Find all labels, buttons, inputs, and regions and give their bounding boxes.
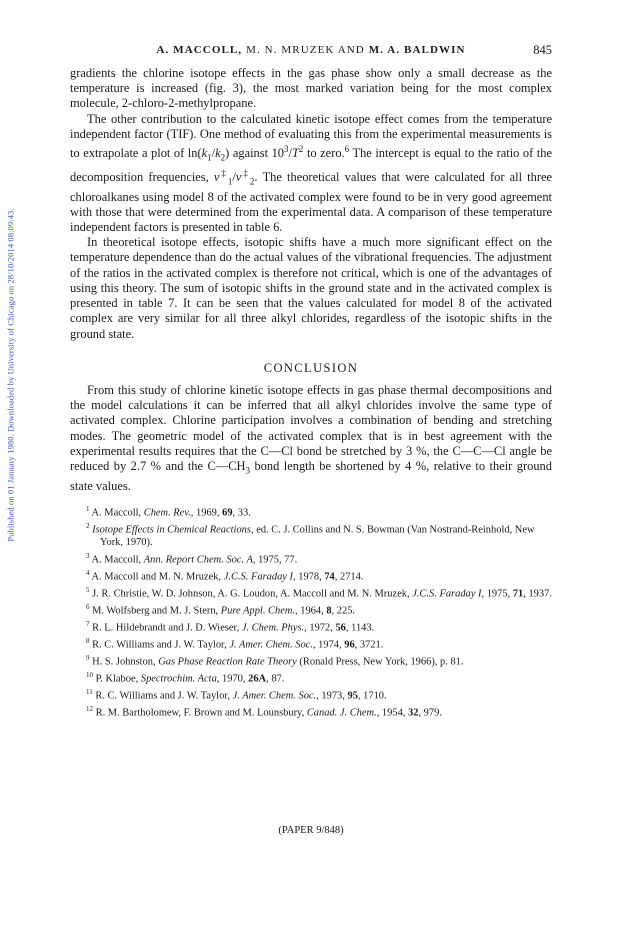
reference-item: $^1$ A. Maccoll, Chem. Rev., 1969, 69, 33. <box>86 505 251 519</box>
reference-item: $^{12}$ R. M. Bartholomew, F. Brown and M. Lounsbury, Canad. J. Chem., 1954, 32, 979. <box>86 704 442 719</box>
author-3: M. A. BALDWIN <box>368 44 466 56</box>
citation-6: 6 <box>344 144 350 155</box>
author-1: A. MACCOLL, <box>156 44 243 56</box>
reference-item: $^{10}$ P. Klaboe, Spectrochim. Acta, 1970, 26A, 87. <box>86 670 285 685</box>
reference-item: $^6$ M. Wolfsberg and M. J. Stern, Pure Appl. Chem., 1964, 8, 225. <box>86 602 356 617</box>
reference-item: $^8$ R. C. Williams and J. W. Taylor, J. Amer. Chem. Soc., 1974, 96, 3721. <box>86 636 384 651</box>
author-2: M. N. MRUZEK AND <box>246 44 365 56</box>
reference-list <box>86 503 554 720</box>
reference-item: $^7$ R. L. Hildebrandt and J. D. Wieser, J. Chem. Phys., 1972, 56, 1143. <box>86 619 375 634</box>
download-watermark <box>2 150 20 600</box>
section-heading: CONCLUSION <box>263 361 359 375</box>
paragraph-3: In theoretical isotope effects, isotopic shifts have a much more significant effect on the temperature dependence than do the actual values of the vibrational frequencies. The adjustment of the ratios in the activated complex is therefore not critical, which is one of the advantages of using this theory. The sum of isotopic shifts in the ground state and in the activated complex is presented in table 7. It can be seen that the values calculated for model 8 of the activated complex are very similar for all three alkyl chlorides, regardless of the isotopic shifts in the ground state. <box>70 235 552 341</box>
paragraph-2: The other contribution to the calculated kinetic isotope effect comes from the temperature independent factor (TIF). One method of evaluating this from the experimental measurements is to extrapolate a plot of $\ln(k_1/k_2)$ against $10^3/T^2$ to zero.$^6$ The intercept is equal to the ratio of the decomposition frequencies, $\nu^\ddagger_1/\nu^\ddagger_2$. The theoretical values that were calculated for all three chloroalkanes using model 8 of the activated complex were found to be in very good agreement with those that were determined from the experimental data. A comparison of these temperature independent factors is presented in table 6. <box>70 111 553 235</box>
reference-item: $^{11}$ R. C. Williams and J. W. Taylor, J. Amer. Chem. Soc., 1973, 95, 1710. <box>86 687 387 702</box>
download-notice: Published on 01 January 1980. Downloaded by University of Chicago on 28/10/2014 08:09:43. <box>6 208 17 542</box>
paragraph-4: From this study of chlorine kinetic isotope effects in gas phase thermal decompositions and the model calculations it can be inferred that all alkyl chlorides involve the same type of activated complex. Chlorine participation involves a combination of bending and stretching modes. The geometric model of the activated complex that is in best agreement with the experimental results requires that the C—Cl bond be stretched by 3 %, the C—C—Cl angle be reduced by 2.7 % and the $C—CH_3$ bond length be shortened by 4 %, relative to their ground state values. <box>70 383 552 493</box>
running-header <box>70 44 552 60</box>
paragraph-1: gradients the chlorine isotope effects in the gas phase show only a small decrease as the temperature is increased (fig. 3), the most marked variation being for the most complex molecule, 2-chloro-2-methylpropane. <box>70 66 552 111</box>
conclusion-text <box>70 383 552 494</box>
reference-item: $^4$ A. Maccoll and M. N. Mruzek, J.C.S. Faraday I, 1978, 74, 2714. <box>86 568 364 583</box>
paper-code: (PAPER 9/848) <box>278 825 344 836</box>
reference-item: $^3$ A. Maccoll, Ann. Report Chem. Soc. A, 1975, 77. <box>86 551 298 566</box>
reference-item: $^5$ J. R. Christie, W. D. Johnson, A. G. Loudon, A. Maccoll and M. N. Mruzek, J.C.S. Faraday I, 1975, 71, 1937. <box>86 585 552 600</box>
reference-item: $^2$ Isotope Effects in Chemical Reactions, ed. C. J. Collins and N. S. Bowman (Van Nostrand-Reinhold, New York, 1970). <box>86 522 535 549</box>
reference-item: $^9$ H. S. Johnston, Gas Phase Reaction Rate Theory (Ronald Press, New York, 1966), p. 81. <box>86 653 464 668</box>
main-text <box>70 66 552 342</box>
page-number: 845 <box>533 43 552 57</box>
running-header-authors <box>70 44 552 56</box>
